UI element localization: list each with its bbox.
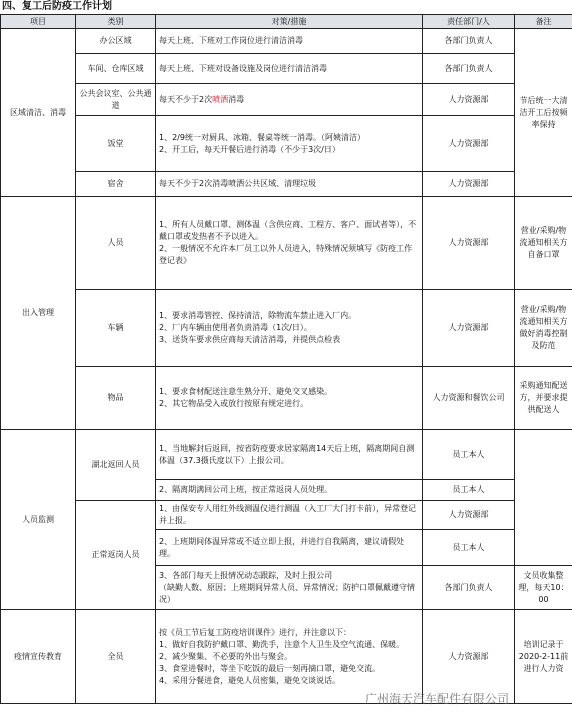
note-cell <box>515 430 572 566</box>
dept-cell: 人力资源部 <box>423 610 515 704</box>
measure-cell: 2、上班期间体温异常或不适立即上报，并进行自我隔离，建议请假处理。 <box>156 530 423 566</box>
measure-line: 1、2/9统一对厨具、冰箱、餐桌等统一消毒。（阿姨清洁） <box>159 132 365 142</box>
dept-cell: 人力资源部 <box>423 172 515 197</box>
table-row <box>1 29 572 54</box>
dept-cell: 人力资源和餐饮公司 <box>423 367 515 430</box>
measure-line: 1、所有人员戴口罩、测体温（含供应商、工程方、客户、面试者等），不戴口罩或发热者不予以进入。 <box>159 220 417 241</box>
category-cell: 正常返岗人员 <box>76 501 156 610</box>
measure-line: 3、各部门每天上报情况动态跟踪，及时上报公司 <box>159 570 333 580</box>
measure-cell: 2、隔离期满回公司上班，按正常返岗人员处理。 <box>156 480 423 501</box>
measure-line: 1、要求消毒管控、保持清洁，除物流车禁止进入厂内。 <box>159 311 357 320</box>
table-row <box>1 54 572 84</box>
category-cell: 办公区域 <box>76 29 156 54</box>
note-cell: 营业/采购/物流通知相关方做好消毒控制及防范 <box>515 290 572 367</box>
measure-line: 按《员工节后复工防疫培训课件》进行，并注意以下： <box>159 627 351 637</box>
header-measures: 对策/措施 <box>156 15 423 29</box>
measure-cell <box>156 116 423 172</box>
measure-text: 消毒 <box>228 94 245 104</box>
dept-cell: 人力资源部 <box>423 197 515 290</box>
table-row <box>1 116 572 172</box>
measure-line: 2、开工后，每天开餐后进行消毒（不少于3次/日） <box>159 144 340 154</box>
measure-line: 2、厂内车辆由使用者负责消毒（1次/日）。 <box>159 323 312 332</box>
category-cell: 公共会议室、公共通道 <box>76 84 156 116</box>
category-cell: 宿舍 <box>76 172 156 197</box>
category-cell: 车间、仓库区域 <box>76 54 156 84</box>
category-cell: 物品 <box>76 367 156 430</box>
header-item: 项目 <box>1 15 76 29</box>
dept-cell: 各部门负责人 <box>423 29 515 54</box>
dept-cell: 人力资源部 <box>423 501 515 530</box>
note-cell: 节后统一大清洁开工后按频率保持 <box>515 29 572 197</box>
header-row <box>1 15 572 29</box>
measure-cell <box>156 566 423 610</box>
dept-cell: 人力资源部 <box>423 84 515 116</box>
highlight-text: 喷洒 <box>212 94 229 104</box>
category-cell: 车辆 <box>76 290 156 367</box>
header-dept: 责任部门/人 <box>423 15 515 29</box>
table-row <box>1 84 572 116</box>
table-row <box>1 430 572 480</box>
dept-cell: 各部门负责人 <box>423 566 515 610</box>
note-cell: 采购通知配送方，并要求提供配送人 <box>515 367 572 430</box>
measure-cell: 每天不少于2次消毒喷洒公共区域、清理垃圾 <box>156 172 423 197</box>
plan-table <box>0 14 572 704</box>
measure-line: 1、要求食材配送注意生熟分开、避免交叉感染。 <box>159 387 333 396</box>
measure-cell <box>156 84 423 116</box>
watermark: 广州海天汽车配件有限公司 <box>365 692 510 706</box>
measure-line: 2、减少聚集、不必要的外出与聚会。 <box>159 651 293 661</box>
table-row <box>1 367 572 430</box>
measure-line: 3、食堂进餐时，等坐下吃饭的最后一刻再摘口罩，避免交流。 <box>159 663 381 673</box>
dept-cell: 人力资源部 <box>423 290 515 367</box>
dept-cell: 员工本人 <box>423 530 515 566</box>
measure-cell <box>156 290 423 367</box>
measure-line: 4、采用分餐进食，避免人员密集，避免交谈说话。 <box>159 675 341 685</box>
item-access: 出入管理 <box>1 197 76 430</box>
measure-line: 2、其它物品受入或放行按原有规定进行。 <box>159 399 309 408</box>
measure-text: 每天不少于2次 <box>159 94 213 104</box>
note-cell: 营业/采购/物流通知相关方自备口罩 <box>515 197 572 290</box>
note-cell: 培训记录于2020-2-11前进行人力资 <box>515 610 572 704</box>
measure-line: 1、做好自我防护戴口罩、勤洗手，注意个人卫生及空气流通、保暖。 <box>159 639 405 649</box>
measure-cell <box>156 197 423 290</box>
dept-cell: 员工本人 <box>423 480 515 501</box>
dept-cell: 各部门负责人 <box>423 54 515 84</box>
table-row <box>1 290 572 367</box>
measure-line: 2、一般情况不允许本厂员工以外人员进入，特殊情况须填写《防疫工作登记表》 <box>159 244 413 265</box>
header-category: 类别 <box>76 15 156 29</box>
note-cell: 文员收集整理，每天10：00 <box>515 566 572 610</box>
measure-cell: 每天上班、下班对工作岗位进行清洁消毒 <box>156 29 423 54</box>
table-row <box>1 501 572 530</box>
table-row <box>1 172 572 197</box>
category-cell: 饭堂 <box>76 116 156 172</box>
dept-cell: 员工本人 <box>423 430 515 480</box>
measure-cell <box>156 367 423 430</box>
item-education: 疫情宣传教育 <box>1 610 76 704</box>
measure-cell: 每天上班、下班对设备设施及岗位进行清洁消毒 <box>156 54 423 84</box>
category-cell: 湖北返回人员 <box>76 430 156 501</box>
category-cell: 全员 <box>76 610 156 704</box>
category-cell: 人员 <box>76 197 156 290</box>
measure-line: （缺勤人数、原因；上班期间异常人员、异常情况；防护口罩佩戴遵守情况） <box>159 582 415 604</box>
dept-cell: 人力资源部 <box>423 116 515 172</box>
table-row <box>1 197 572 290</box>
measure-line: 3、送货车要求供应商每天清洁消毒，并提供点检表 <box>159 335 341 344</box>
measure-cell: 1、由保安专人用红外线测温仪进行测温（入工厂大门打卡前），异常登记并上报。 <box>156 501 423 530</box>
section-title: 四、复工后防疫工作计划 <box>2 1 112 12</box>
item-monitoring: 人员监测 <box>1 430 76 610</box>
item-cleaning: 区域清洁、消毒 <box>1 29 76 197</box>
measure-cell: 1、当地解封后返回，按省防疫要求居家隔离14天后上班，隔离期间自测体温（37.3摄氏度以下）上报公司。 <box>156 430 423 480</box>
header-note: 备注 <box>515 15 572 29</box>
